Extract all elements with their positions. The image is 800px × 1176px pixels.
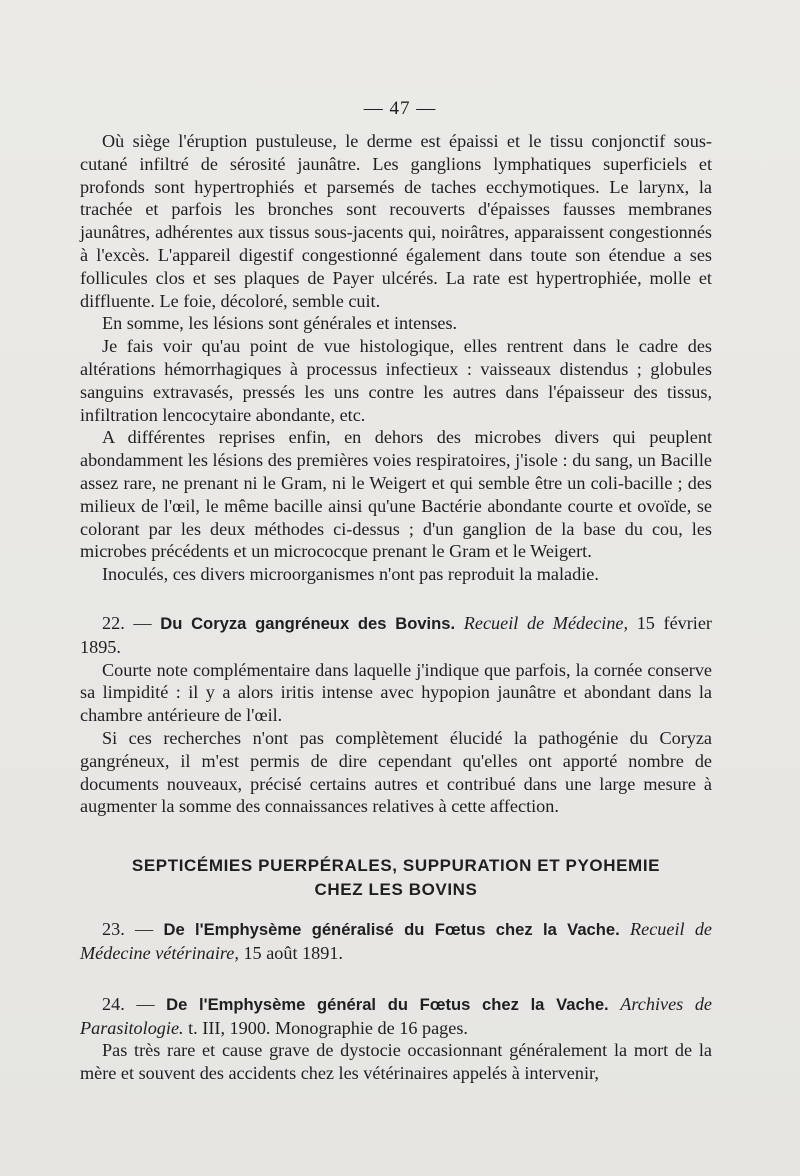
entry-journal: Recueil de Médecine vétérinaire, (80, 919, 712, 963)
entry-number: 24. — (102, 993, 155, 1014)
bibliography-entry-22 (80, 612, 712, 818)
entry-date: 15 août 1891. (243, 942, 343, 963)
entry-title: Du Coryza gangréneux des Bovins. (160, 613, 456, 633)
paragraph: Où siège l'éruption pustuleuse, le derme est épaissi et le tissu conjonctif sous-cutané infiltré de sérosité jaunâtre. Les ganglions lymphatiques superficiels et profonds sont hypertrophiés et parsemés de taches ecchymotiques. Le larynx, la trachée et parfois les bronches sont recouverts d'épaisses fausses membranes jaunâtres, adhérentes aux tissus sous-jacents qui, noirâtres, apparaissent congestionnés à l'excès. L'appareil digestif congestionné également dans toute son étendue a ses follicules clos et ses plaques de Payer ulcérés. La rate est hypertrophiée, molle et diffluente. Le foie, décoloré, semble cuit. (80, 131, 712, 311)
page-body (80, 130, 712, 1085)
paragraph: Courte note complémentaire dans laquelle j'indique que parfois, la cornée conserve sa limpidité : il y a alors iritis intense avec hypopion jaunâtre et abondant dans la chambre antérieure de l'œil. (80, 659, 712, 726)
section-heading (80, 854, 712, 902)
entry-number: 23. — (102, 919, 154, 940)
entry-heading (80, 612, 712, 659)
entry-title: De l'Emphysème généralisé du Fœtus chez la Vache. (163, 920, 620, 940)
entry-journal: Recueil de Médecine, (463, 612, 629, 633)
section-heading-line: CHEZ LES BOVINS (314, 880, 478, 900)
entry-title: De l'Emphysème général du Fœtus chez la Vache. (166, 994, 609, 1014)
bibliography-entry-24 (80, 993, 712, 1085)
entry-journal: Archives de Parasitologie. (80, 993, 713, 1038)
entry-heading (80, 993, 712, 1040)
page-number: — 47 — (363, 98, 437, 119)
paragraph: Si ces recherches n'ont pas complètement élucidé la pathogénie du Coryza gangréneux, il m'est permis de dire cependant qu'elles ont apporté nombre de documents nouveaux, précisé certains autres et contribué dans une large mesure à augmenter la somme des connaissances relatives à cette affection. (80, 727, 712, 817)
section-heading-line: SEPTICÉMIES PUERPÉRALES, SUPPURATION ET PYOHEMIE (131, 856, 661, 876)
paragraph: Pas très rare et cause grave de dystocie occasionnant généralement la mort de la mère et souvent des accidents chez les vétérinaires appelés à intervenir, (80, 1040, 712, 1084)
paragraph: A différentes reprises enfin, en dehors des microbes divers qui peuplent abondamment les lésions des premières voies respiratoires, j'isole : du sang, un Bacille assez rare, ne prenant ni le Gram, ni le Weigert et qui semble être un coli-bacille ; des milieux de l'œil, le même bacille ainsi qu'une Bactérie abondante courte et ovoïde, se colorant par les deux méthodes ci-dessus ; d'un ganglion de la base du cou, les microbes précédents et un micrococque prenant le Gram et le Weigert. (80, 427, 712, 562)
entry-date: 15 février 1895. (80, 612, 712, 657)
paragraph: En somme, les lésions sont générales et intenses. (102, 313, 458, 334)
entry-details: t. III, 1900. Monographie de 16 pages. (188, 1017, 468, 1038)
bibliography-entry-23 (80, 918, 712, 965)
paragraph: Je fais voir qu'au point de vue histologique, elles rentrent dans le cadre des altérations hémorrhagiques à processus infectieux : vaisseaux distendus ; globules sanguins extravasés, pressés les uns contre les autres dans l'épaisseur des tissus, infiltration lencocytaire abondante, etc. (80, 336, 712, 425)
entry-heading (80, 918, 712, 965)
paragraph: Inoculés, ces divers microorganismes n'ont pas reproduit la maladie. (102, 564, 599, 585)
entry-number: 22. — (102, 612, 152, 633)
